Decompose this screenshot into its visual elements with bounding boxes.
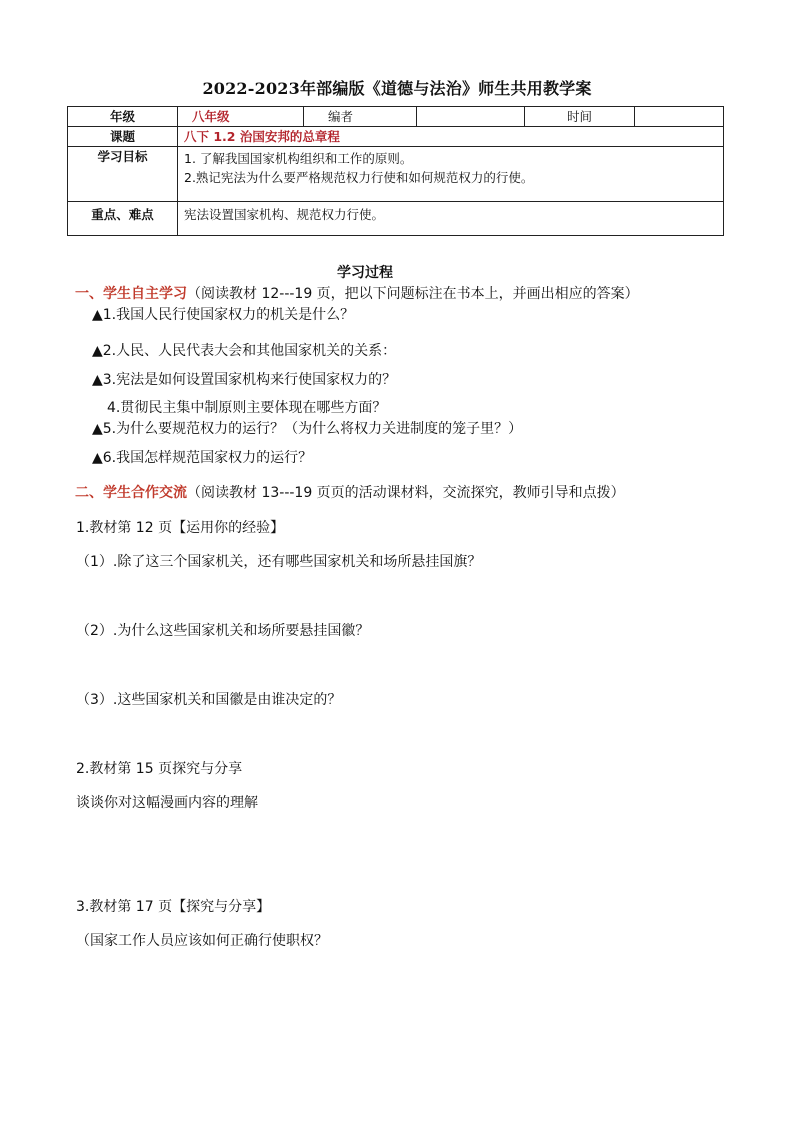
time-value [635, 107, 724, 127]
goal-item: 1. 了解我国国家机构组织和工作的原则。 [184, 151, 413, 166]
goal-item: 2.熟记宪法为什么要严格规范权力行使和如何规范权力的行使。 [184, 170, 534, 185]
question-item: ▲5.为什么要规范权力的运行？（为什么将权力关进制度的笼子里？） [92, 421, 523, 437]
activity-item: 谈谈你对这幅漫画内容的理解 [76, 795, 258, 811]
activity-item: （3）.这些国家机关和国徽是由谁决定的？ [76, 692, 342, 708]
topic-label: 课题 [68, 127, 178, 147]
document-title: 2022-2023年部编版《道德与法治》师生共用教学案 [202, 79, 592, 98]
question-item: ▲6.我国怎样规范国家权力的运行？ [92, 450, 313, 466]
grade-value: 八年级 [178, 107, 304, 127]
editor-value [417, 107, 525, 127]
time-label: 时间 [525, 107, 635, 127]
activity-item: （国家工作人员应该如何正确行使职权？ [76, 933, 328, 949]
info-table [67, 106, 724, 236]
activity-item: （2）.为什么这些国家机关和场所要悬挂国徽？ [76, 623, 370, 639]
key-label: 重点、难点 [68, 202, 178, 236]
activity-item: 2.教材第 15 页探究与分享 [76, 761, 243, 777]
section2-heading: 二、学生合作交流 [75, 485, 187, 501]
goals-label: 学习目标 [68, 147, 178, 202]
section1-note: （阅读教材 12---19 页，把以下问题标注在书本上，并画出相应的答案） [187, 286, 639, 302]
goals-cell [178, 147, 724, 202]
section1-heading-line [75, 283, 639, 303]
grade-label: 年级 [68, 107, 178, 127]
question-item: 4.贯彻民主集中制原则主要体现在哪些方面？ [107, 400, 387, 416]
activity-item: 1.教材第 12 页【运用你的经验】 [76, 520, 285, 536]
section1-heading: 一、学生自主学习 [75, 286, 187, 302]
activity-item: 3.教材第 17 页【探究与分享】 [76, 899, 271, 915]
key-value: 宪法设置国家机构、规范权力行使。 [178, 202, 724, 236]
section2-note: （阅读教材 13---19 页页的活动课材料，交流探究，教师引导和点拨） [187, 485, 625, 501]
process-title: 学习过程 [337, 265, 393, 281]
topic-value: 八下 1.2 治国安邦的总章程 [178, 127, 724, 147]
question-item: ▲1.我国人民行使国家权力的机关是什么？ [92, 307, 355, 323]
editor-label: 编者 [304, 107, 417, 127]
question-item: ▲2.人民、人民代表大会和其他国家机关的关系： [92, 343, 397, 359]
activity-item: （1）.除了这三个国家机关，还有哪些国家机关和场所悬挂国旗？ [76, 554, 482, 570]
question-item: ▲3.宪法是如何设置国家机构来行使国家权力的？ [92, 372, 397, 388]
section2-heading-line [75, 482, 625, 502]
